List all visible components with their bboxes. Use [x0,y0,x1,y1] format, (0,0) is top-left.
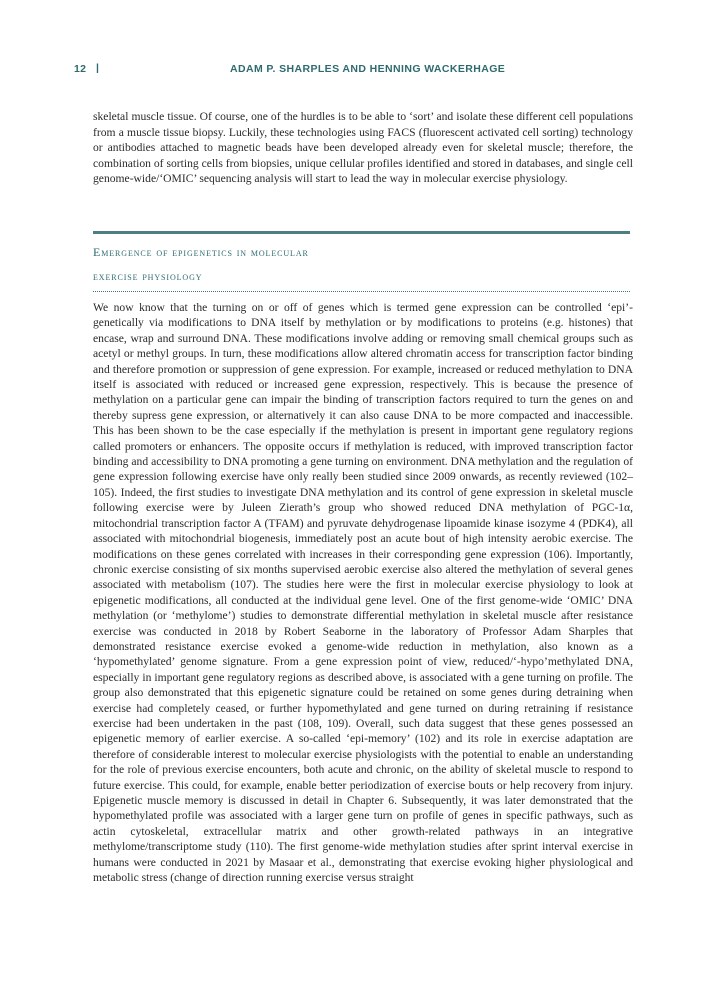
running-header [74,63,634,79]
running-title: ADAM P. SHARPLES AND HENNING WACKERHAGE [230,63,506,75]
heading-dotted-rule [93,291,630,292]
section-heading-line-1: Emergence of epigenetics in molecular [93,245,309,259]
section-heading [93,240,630,288]
section-top-rule [93,231,630,234]
intro-paragraph: skeletal muscle tissue. Of course, one of the hurdles is to be able to ‘sort’ and isolate these different cell populations from a muscle tissue biopsy. Luckily, these technologies using FACS (fluorescent activated cell sorting) technology or antibodies attached to magnetic beads have been developed already even for skeletal muscle; therefore, the combination of sorting cells from biopsies, unique cellular profiles identified and stored in databases, and single cell genome-wide/‘OMIC’ sequencing analysis will start to lead the way in molecular exercise physiology. [93,110,633,186]
section-body-paragraph: We now know that the turning on or off of genes which is termed gene expression can be controlled ‘epi’-genetically via modifications to DNA itself by methylation or by modifications to proteins (e.g. histones) that encase, wrap and surround DNA. These modifications involve adding or removing small chemical groups such as acetyl or methyl groups. In turn, these modifications allow altered chromatin access for transcription factor binding and therefore promotion or suppression of gene expression. For example, increased or reduced methylation to DNA itself is associated with reduced or increased gene expression, respectively. This is because the presence of methylation on a particular gene can impair the binding of transcription factors required to turn the genes on and thereby supress gene expression, or alternatively it can also cause DNA to be more compacted and inaccessible. This has been shown to be the case especially if the methylation is present in important gene regulatory regions called promoters or enhancers. The opposite occurs if methylation is reduced, with improved transcription factor binding and accessibility to DNA promoting a gene turning on environment. DNA methylation and the regulation of gene expression following exercise have only really been studied since 2009 onwards, as recently reviewed (102–105). Indeed, the first studies to investigate DNA methylation and its control of gene expression in skeletal muscle following exercise were by Juleen Zierath’s group who showed reduced DNA methylation of PGC-1α, mitochondrial transcription factor A (TFAM) and pyruvate dehydrogenase lipoamide kinase isozyme 4 (PDK4), all associated with mitochondrial biogenesis, immediately post an acute bout of high intensity aerobic exercise. The modifications on these genes correlated with increases in their corresponding gene expression (106). Importantly, chronic exercise consisting of six months supervised aerobic exercise also altered the methylation of several genes associated with metabolism (107). The studies here were the first in molecular exercise physiology to look at epigenetic modifications, all conducted at the individual gene level. One of the first genome-wide ‘OMIC’ DNA methylation (or ‘methylome’) studies to demonstrate differential methylation in skeletal muscle after resistance exercise was conducted in 2018 by Robert Seaborne in the laboratory of Professor Adam Sharples that demonstrated resistance exercise evoked a genome-wide reduction in methylation, also known as a ‘hypomethylated’ genome signature. From a gene expression point of view, reduced/‘-hypo’methylated DNA, especially in important gene regulatory regions as described above, is associated with a gene turning on profile. The group also demonstrated that this epigenetic signature could be retained on some genes during detraining when exercise had completely ceased, or further hypomethylated and gene turned on during retraining if resistance exercise had been undertaken in the past (108, 109). Overall, such data suggest that these genes possessed an epigenetic memory of earlier exercise. A so-called ‘epi-memory’ (102) and its role in exercise adaptation are therefore of considerable interest to molecular exercise physiologists with the potential to enable an understanding for the role of previous exercise encounters, both acute and chronic, on the ability of skeletal muscle to respond to future exercise. This could, for example, enable better periodization of exercise bouts or help recovery from injury. Epigenetic muscle memory is discussed in detail in Chapter 6. Subsequently, it was later demonstrated that the hypomethylated profile was associated with a larger gene turn on profile of genes in specific pathways, such as actin cytoskeletal, extracellular matrix and other growth-related pathways in an integrative methylome/transcriptome study (110). The first genome-wide methylation studies after sprint interval exercise in humans were conducted in 2021 by Masaar et al., demonstrating that exercise evoking higher physiological and metabolic stress (change of direction running exercise versus straight [93,301,633,885]
section-heading-line-2: exercise physiology [93,269,203,283]
page-number: 12 [74,63,87,75]
header-separator: | [96,62,99,74]
